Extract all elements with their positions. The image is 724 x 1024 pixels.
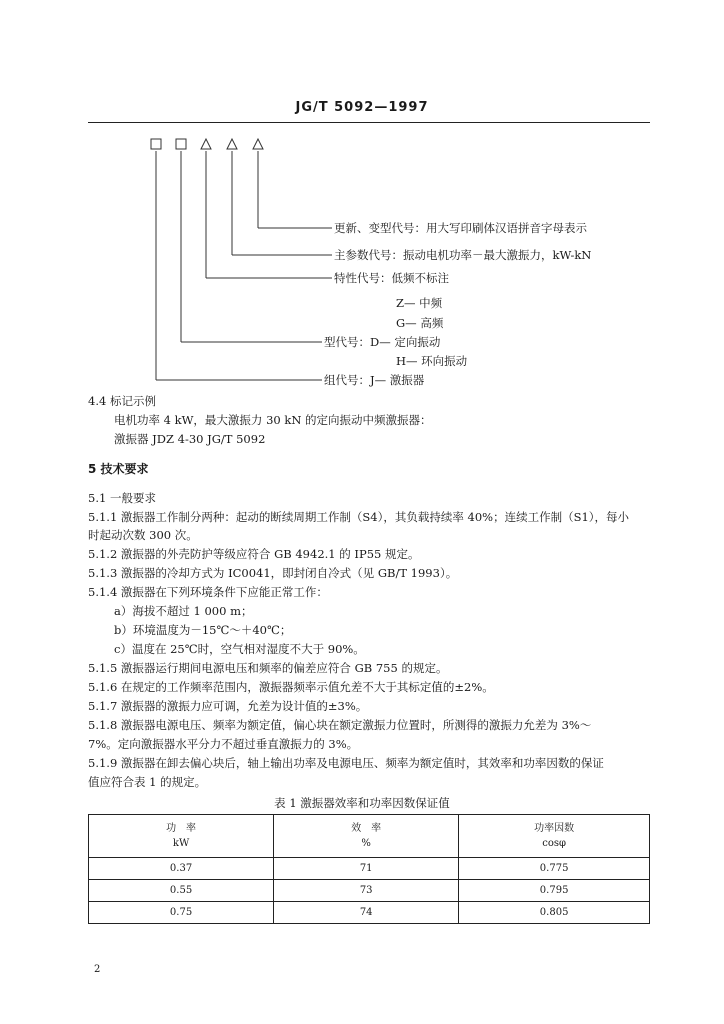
table-header-row	[89, 815, 650, 858]
main-param-triangle	[227, 139, 237, 149]
clause-5-1-7: 5.1.7 激振器的激振力应可调，允差为设计值的±3%。	[88, 699, 368, 713]
clause-5-1-4-a: a）海拔不超过 1 000 m；	[114, 604, 253, 618]
table-row	[89, 858, 650, 880]
feature-g-label: G— 高频	[396, 316, 444, 330]
clause-5-1-1-line2: 时起动次数 300 次。	[88, 528, 198, 542]
revision-code-triangle	[253, 139, 263, 149]
power-factor-cell: 0.795	[459, 880, 650, 902]
power-cell: 0.37	[89, 858, 274, 880]
group-code-label: 组代号：J— 激振器	[324, 373, 425, 387]
feature-z-label: Z— 中频	[396, 296, 443, 310]
power-factor-cell: 0.805	[459, 902, 650, 924]
power-cell: 0.75	[89, 902, 274, 924]
type-h-label: H— 环向振动	[396, 354, 468, 368]
clause-5-1-3: 5.1.3 激振器的冷却方式为 IC0041，即封闭自冷式（见 GB/T 1993）。	[88, 566, 458, 580]
clause-5-1-5: 5.1.5 激振器运行期间电源电压和频率的偏差应符合 GB 755 的规定。	[88, 661, 448, 675]
clause-5-1-8-line1: 5.1.8 激振器电源电压、频率为额定值，偏心块在额定激振力位置时，所测得的激振力允差为 3%～	[88, 718, 592, 732]
clause-5-1-6: 5.1.6 在规定的工作频率范围内，激振器频率示值允差不大于其标定值的±2%。	[88, 680, 494, 694]
revision-code-label: 更新、变型代号：用大写印刷体汉语拼音字母表示	[334, 221, 587, 235]
type-code-label: 型代号：D— 定向振动	[324, 335, 441, 349]
feature-code-label: 特性代号：低频不标注	[334, 271, 449, 285]
clause-5-1-1-line1: 5.1.1 激振器工作制分两种：起动的断续周期工作制（S4），其负载持续率 40%；连续工作制（S1），每小	[88, 510, 630, 524]
table-row	[89, 902, 650, 924]
group-code-box	[151, 139, 161, 149]
page-number: 2	[94, 964, 101, 975]
table-1-caption: 表 1 激振器效率和功率因数保证值	[274, 796, 450, 810]
clause-5-1-4: 5.1.4 激振器在下列环境条件下应能正常工作：	[88, 585, 328, 599]
power-factor-cell: 0.775	[459, 858, 650, 880]
table-1	[88, 814, 650, 924]
power-cell: 0.55	[89, 880, 274, 902]
header-power: 功 率 kW	[89, 815, 274, 858]
clause-5-1-4-b: b）环境温度为－15℃～＋40℃；	[114, 623, 292, 637]
header-power-factor: 功率因数 cosφ	[459, 815, 650, 858]
feature-code-triangle	[201, 139, 211, 149]
efficiency-cell: 71	[274, 858, 459, 880]
efficiency-cell: 73	[274, 880, 459, 902]
section-5-heading: 5 技术要求	[88, 462, 149, 476]
header-efficiency: 效 率 %	[274, 815, 459, 858]
marking-example-code: 激振器 JDZ 4-30 JG/T 5092	[114, 432, 266, 446]
clause-5-1-9-line2: 值应符合表 1 的规定。	[88, 775, 207, 789]
marking-example-line: 电机功率 4 kW，最大激振力 30 kN 的定向振动中频激振器：	[114, 413, 432, 427]
section-4-4-heading: 4.4 标记示例	[88, 394, 156, 408]
type-code-box	[176, 139, 186, 149]
clause-5-1-2: 5.1.2 激振器的外壳防护等级应符合 GB 4942.1 的 IP55 规定。	[88, 547, 420, 561]
main-param-label: 主参数代号：振动电机功率－最大激振力，kW-kN	[334, 248, 592, 262]
standard-number-header: JG/T 5092—1997	[295, 100, 429, 115]
clause-5-1: 5.1 一般要求	[88, 491, 156, 505]
clause-5-1-9-line1: 5.1.9 激振器在卸去偏心块后，轴上输出功率及电源电压、频率为额定值时，其效率和功率因数的保证	[88, 756, 604, 770]
clause-5-1-4-c: c）温度在 25℃时，空气相对湿度不大于 90%。	[114, 642, 365, 656]
clause-5-1-8-line2: 7%。定向激振器水平分力不超过垂直激振力的 3%。	[88, 737, 359, 751]
table-row	[89, 880, 650, 902]
efficiency-cell: 74	[274, 902, 459, 924]
